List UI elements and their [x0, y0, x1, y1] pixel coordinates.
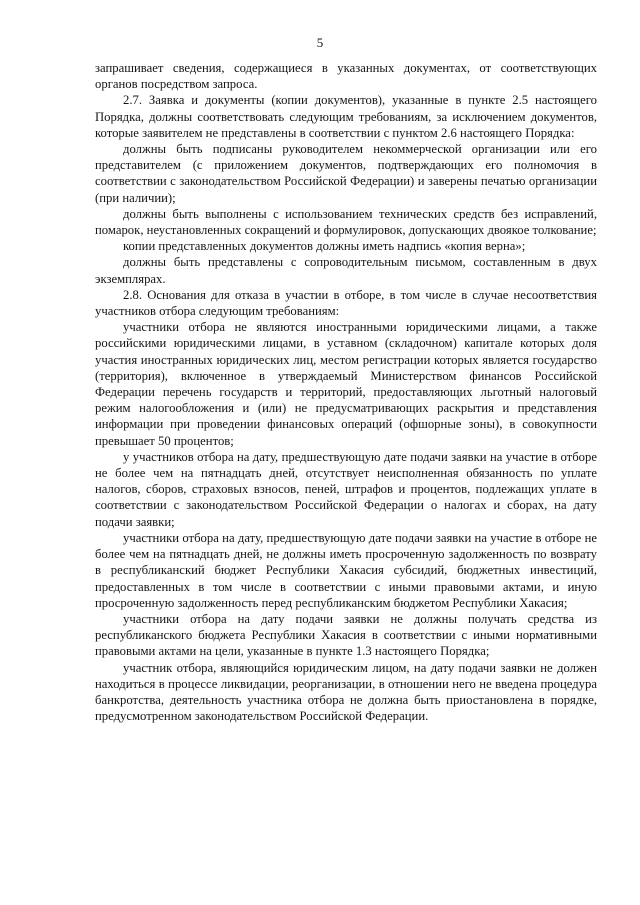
paragraph-technical-requirement: должны быть выполнены с использованием технических средств без исправлений, помарок, неустановленных сокращений и формулировок, допускающих двоякое толкование;: [95, 206, 597, 238]
document-body: [95, 60, 597, 724]
page-number: 5: [316, 35, 324, 50]
paragraph-2-8: 2.8. Основания для отказа в участии в отборе, в том числе в случае несоответствия участников отбора следующим требованиям:: [95, 287, 597, 319]
paragraph-cover-letter: должны быть представлены с сопроводительным письмом, составленным в двух экземплярах.: [95, 255, 597, 286]
paragraph-foreign-entities: участники отбора не являются иностранными юридическими лицами, а также российскими юридическими лицами, в уставном (складочном) капитале которых доля участия иностранных юридических лиц, местом регистрации которых является государство (территория), включенное в утверждаемый Министерством финансов Российской Федерации перечень государств и территорий, предоставляющих льготный налоговый режим налогообложения и (или) не предусматривающих раскрытия и представления информации при проведении финансовых операций (офшорные зоны), в совокупности превышает 50 процентов;: [95, 320, 597, 448]
paragraph-signature-requirement: должны быть подписаны руководителем некоммерческой организации или его представителем (с приложением документов, подтверждающих его полномочия в соответствии с законодательством Российской Федерации) и заверены печатью организации (при наличии);: [95, 142, 597, 205]
paragraph-tax-obligations: у участников отбора на дату, предшествующую дате подачи заявки на участие в отборе не более чем на пятнадцать дней, отсутствует неисполненная обязанность по уплате налогов, сборов, страховых взносов, пеней, штрафов и процентов, подлежащих уплате в соответствии с законодательством Российской Федерации о налогах и сборах, на дату подачи заявки;: [95, 449, 597, 529]
paragraph-other-funding: участники отбора на дату подачи заявки не должны получать средства из республиканского бюджета Республики Хакасия в соответствии с иными нормативными правовыми актами на цели, указанные в пункте 1.3 настоящего Порядка;: [95, 611, 597, 659]
paragraph-copy-certification: копии представленных документов должны иметь надпись «копия верна»;: [123, 239, 526, 254]
paragraph-continuation: запрашивает сведения, содержащиеся в указанных документах, от соответствующих органов посредством запроса.: [95, 61, 597, 92]
paragraph-budget-debt: участники отбора на дату, предшествующую дате подачи заявки на участие в отборе не более чем на пятнадцать дней, не должны иметь просроченную задолженность по возврату в республиканский бюджет Республики Хакасия субсидий, бюджетных инвестиций, предоставленных в том числе в соответствии с иными правовыми актами, и иную просроченную задолженность перед республиканским бюджетом Республики Хакасия;: [95, 530, 597, 610]
paragraph-2-7: 2.7. Заявка и документы (копии документов), указанные в пункте 2.5 настоящего Порядка, должны соответствовать следующим требованиям, за исключением документов, которые заявителем не представлены в соответствии с пунктом 2.6 настоящего Порядка:: [95, 93, 597, 140]
paragraph-liquidation-status: участник отбора, являющийся юридическим лицом, на дату подачи заявки не должен находиться в процессе ликвидации, реорганизации, в отношении него не введена процедура банкротства, деятельность участника отбора не должна быть приостановлена в порядке, предусмотренном законодательством Российской Федерации.: [95, 660, 597, 724]
